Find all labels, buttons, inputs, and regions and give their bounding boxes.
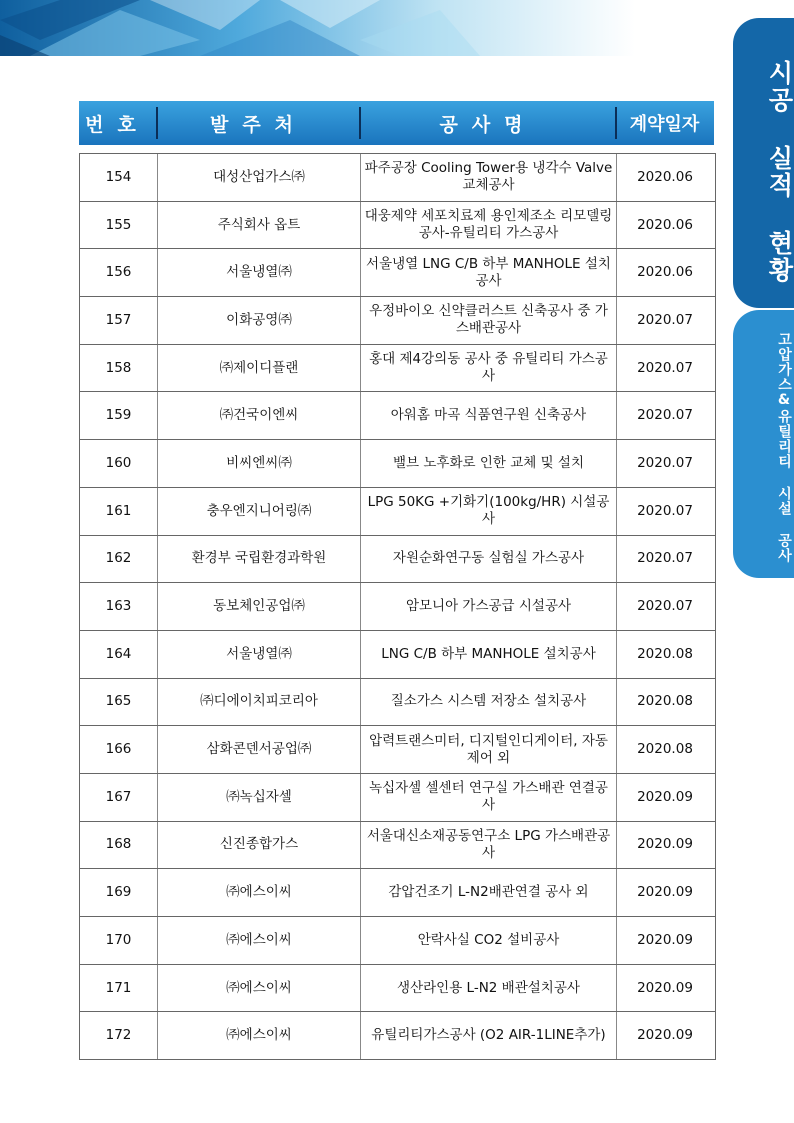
table-row — [80, 392, 715, 440]
row-contract-date: 2020.07 — [616, 488, 713, 535]
table-row — [80, 202, 715, 250]
row-contract-date: 2020.08 — [616, 679, 713, 726]
row-client: ㈜건국이엔씨 — [157, 392, 360, 439]
row-project-name: 압력트랜스미터, 디지털인디게이터, 자동제어 외 — [360, 726, 616, 773]
header-client: 발주처 — [209, 113, 308, 136]
side-tab-sub-label: 고압가스&유틸리티 시설 공사 — [776, 332, 792, 563]
table-row — [80, 726, 715, 774]
row-project-name: 홍대 제4강의동 공사 중 유틸리티 가스공사 — [360, 345, 616, 392]
row-project-name: 서울냉열 LNG C/B 하부 MANHOLE 설치공사 — [360, 249, 616, 296]
row-number: 154 — [105, 168, 132, 185]
row-project-name: LNG C/B 하부 MANHOLE 설치공사 — [360, 631, 616, 678]
table-row — [80, 869, 715, 917]
row-project-name: 서울대신소재공동연구소 LPG 가스배관공사 — [360, 822, 616, 869]
row-client: 환경부 국립환경과학원 — [157, 536, 360, 583]
row-project-name: 파주공장 Cooling Tower용 냉각수 Valve 교체공사 — [360, 154, 616, 201]
banner-pattern-icon — [0, 0, 794, 56]
row-number: 168 — [105, 836, 132, 853]
row-number: 155 — [105, 216, 132, 233]
row-number: 166 — [105, 741, 132, 758]
row-project-name: LPG 50KG +기화기(100kg/HR) 시설공사 — [360, 488, 616, 535]
row-client: 비씨엔씨㈜ — [157, 440, 360, 487]
row-number: 170 — [105, 931, 132, 948]
row-number: 162 — [105, 550, 132, 567]
row-contract-date: 2020.09 — [616, 917, 713, 964]
row-contract-date: 2020.07 — [616, 297, 713, 344]
row-number: 165 — [105, 693, 132, 710]
row-number: 157 — [105, 311, 132, 328]
header-no: 번호 — [85, 113, 150, 136]
row-client: 서울냉열㈜ — [157, 249, 360, 296]
row-project-name: 질소가스 시스템 저장소 설치공사 — [360, 679, 616, 726]
table-row — [80, 154, 715, 202]
row-client: 서울냉열㈜ — [157, 631, 360, 678]
row-number: 169 — [105, 884, 132, 901]
row-contract-date: 2020.08 — [616, 726, 713, 773]
row-number: 159 — [105, 407, 132, 424]
table-row — [80, 583, 715, 631]
side-tab-main-label: 시공 실적 현황 — [765, 60, 794, 284]
row-number: 158 — [105, 359, 132, 376]
row-project-name: 암모니아 가스공급 시설공사 — [360, 583, 616, 630]
row-contract-date: 2020.09 — [616, 1012, 713, 1059]
table-row — [80, 822, 715, 870]
table-row — [80, 249, 715, 297]
row-number: 167 — [105, 788, 132, 805]
table-row — [80, 488, 715, 536]
table-row — [80, 774, 715, 822]
row-contract-date: 2020.06 — [616, 249, 713, 296]
row-contract-date: 2020.07 — [616, 536, 713, 583]
row-contract-date: 2020.08 — [616, 631, 713, 678]
row-number: 160 — [105, 454, 132, 471]
table-row — [80, 631, 715, 679]
row-client: 삼화콘덴서공업㈜ — [157, 726, 360, 773]
row-client: ㈜에스이씨 — [157, 869, 360, 916]
row-client: ㈜에스이씨 — [157, 1012, 360, 1059]
row-project-name: 우정바이오 신약클러스트 신축공사 중 가스배관공사 — [360, 297, 616, 344]
row-contract-date: 2020.07 — [616, 345, 713, 392]
table-row — [80, 536, 715, 584]
table-row — [80, 1012, 715, 1060]
table-row — [80, 917, 715, 965]
row-client: 충우엔지니어링㈜ — [157, 488, 360, 535]
row-project-name: 자원순화연구동 실험실 가스공사 — [360, 536, 616, 583]
row-client: 이화공영㈜ — [157, 297, 360, 344]
row-contract-date: 2020.09 — [616, 774, 713, 821]
table-row — [80, 297, 715, 345]
row-number: 172 — [105, 1027, 132, 1044]
row-contract-date: 2020.09 — [616, 965, 713, 1012]
row-client: 주식회사 옵트 — [157, 202, 360, 249]
row-contract-date: 2020.09 — [616, 822, 713, 869]
header-date: 계약일자 — [629, 114, 700, 135]
row-client: ㈜에스이씨 — [157, 917, 360, 964]
row-number: 156 — [105, 264, 132, 281]
side-tab-sub — [733, 310, 794, 578]
row-project-name: 아워홈 마곡 식품연구원 신축공사 — [360, 392, 616, 439]
table-row — [80, 345, 715, 393]
row-contract-date: 2020.06 — [616, 202, 713, 249]
row-contract-date: 2020.07 — [616, 392, 713, 439]
table-body — [79, 153, 716, 1060]
top-decorative-banner — [0, 0, 794, 56]
row-client: ㈜디에이치피코리아 — [157, 679, 360, 726]
row-client: ㈜제이디플랜 — [157, 345, 360, 392]
table-row — [80, 965, 715, 1013]
row-project-name: 유틸리티가스공사 (O2 AIR-1LINE추가) — [360, 1012, 616, 1059]
row-project-name: 녹십자셀 셀센터 연구실 가스배관 연결공사 — [360, 774, 616, 821]
row-project-name: 밸브 노후화로 인한 교체 및 설치 — [360, 440, 616, 487]
row-contract-date: 2020.09 — [616, 869, 713, 916]
row-number: 161 — [105, 502, 132, 519]
row-contract-date: 2020.06 — [616, 154, 713, 201]
row-project-name: 안락사실 CO2 설비공사 — [360, 917, 616, 964]
row-number: 171 — [105, 979, 132, 996]
row-number: 163 — [105, 598, 132, 615]
row-contract-date: 2020.07 — [616, 583, 713, 630]
table-header — [79, 101, 714, 145]
row-contract-date: 2020.07 — [616, 440, 713, 487]
row-client: 신진종합가스 — [157, 822, 360, 869]
row-number: 164 — [105, 645, 132, 662]
row-project-name: 감압건조기 L-N2배관연결 공사 외 — [360, 869, 616, 916]
row-client: 대성산업가스㈜ — [157, 154, 360, 201]
side-tab-main — [733, 18, 794, 308]
row-client: ㈜녹십자셀 — [157, 774, 360, 821]
row-project-name: 생산라인용 L-N2 배관설치공사 — [360, 965, 616, 1012]
row-client: ㈜에스이씨 — [157, 965, 360, 1012]
row-project-name: 대웅제약 세포치료제 용인제조소 리모델링공사-유틸리티 가스공사 — [360, 202, 616, 249]
table-row — [80, 679, 715, 727]
row-client: 동보체인공업㈜ — [157, 583, 360, 630]
table-row — [80, 440, 715, 488]
header-project: 공사명 — [439, 113, 537, 136]
